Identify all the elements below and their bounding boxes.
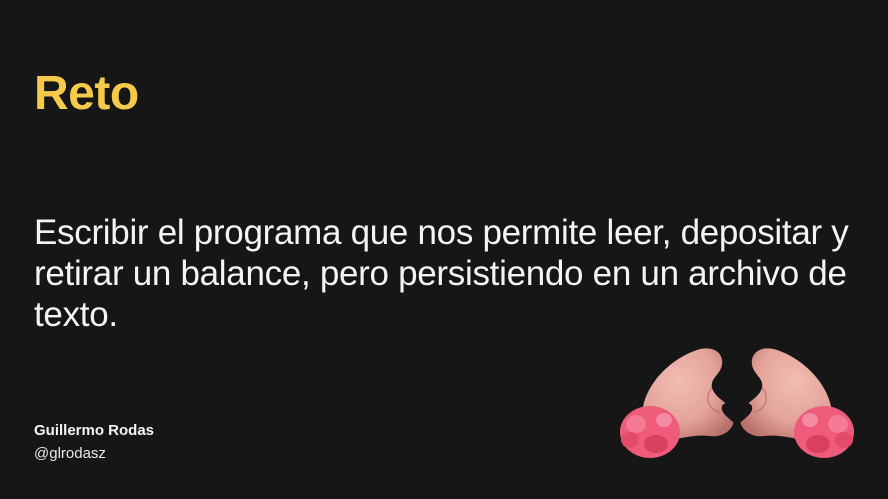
author-handle: @glrodasz [34,445,106,462]
left-cuff [620,406,680,458]
slide-title: Reto [34,67,139,120]
author-name: Guillermo Rodas [34,422,155,439]
right-cuff [794,406,854,458]
heart-hands-icon [612,340,862,470]
challenge-description: Escribir el programa que nos permite leer, depositar y retirar un balance, pero persistiendo en un archivo de texto. [34,213,849,334]
